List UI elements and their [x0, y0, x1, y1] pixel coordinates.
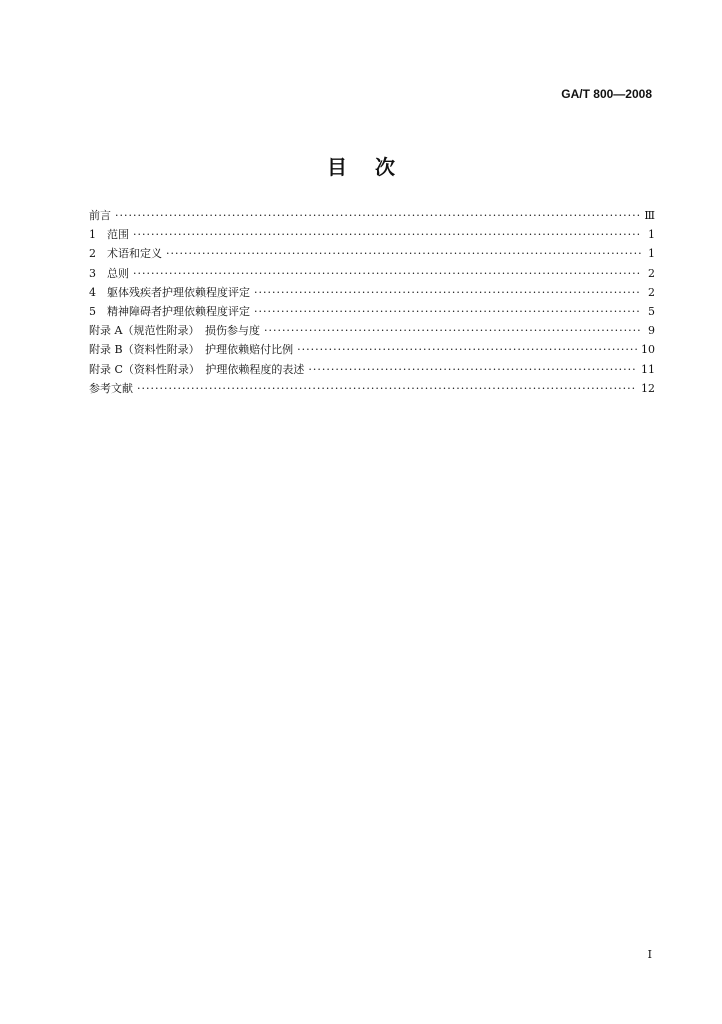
toc-entry [89, 207, 655, 226]
toc-entry-label: 1 范围 [89, 228, 129, 242]
toc-entry [89, 245, 655, 264]
leader-dots [133, 267, 641, 280]
leader-dots [254, 305, 641, 318]
toc-entry-label: 附录 C（资料性附录） 护理依赖程度的表述 [89, 362, 305, 376]
toc-entry-label: 5 精神障碍者护理依赖程度评定 [89, 304, 250, 318]
toc-entry-page: 2 [648, 285, 655, 299]
toc-entry [89, 361, 655, 380]
page-number: Ⅰ [647, 948, 652, 961]
toc-entry [89, 265, 655, 284]
toc-entry-page: 1 [648, 228, 655, 242]
toc-entry [89, 322, 655, 341]
toc-entry-label: 附录 A（规范性附录） 损伤参与度 [89, 324, 260, 338]
leader-dots [254, 286, 641, 299]
page-title: 目次 [327, 155, 423, 179]
toc-entry-label: 3 总则 [89, 266, 129, 280]
leader-dots [297, 343, 637, 356]
leader-dots [264, 324, 641, 337]
toc-entry-page: 12 [641, 381, 655, 395]
toc-entry-label: 4 躯体残疾者护理依赖程度评定 [89, 285, 250, 299]
leader-dots [115, 209, 640, 222]
toc-entry-page: 5 [648, 304, 655, 318]
toc-entry [89, 284, 655, 303]
toc-entry-page: Ⅲ [644, 209, 655, 222]
leader-dots [308, 363, 637, 376]
leader-dots [133, 228, 641, 241]
toc-entry [89, 226, 655, 245]
toc-entry-label: 附录 B（资料性附录） 护理依赖赔付比例 [89, 343, 294, 357]
toc-entry-label: 参考文献 [89, 381, 133, 395]
leader-dots [137, 382, 637, 395]
toc-entry-page: 9 [648, 324, 655, 338]
leader-dots [166, 247, 641, 260]
standard-number: GA/T 800—2008 [561, 87, 652, 101]
toc-entry-label: 2 术语和定义 [89, 247, 162, 261]
table-of-contents [89, 207, 655, 399]
toc-entry-page: 11 [641, 362, 655, 376]
toc-entry [89, 380, 655, 399]
toc-entry [89, 303, 655, 322]
toc-entry-page: 1 [648, 247, 655, 261]
toc-entry-label: 前言 [89, 209, 111, 222]
toc-entry [89, 341, 655, 360]
toc-entry-page: 10 [641, 343, 655, 357]
toc-entry-page: 2 [648, 266, 655, 280]
